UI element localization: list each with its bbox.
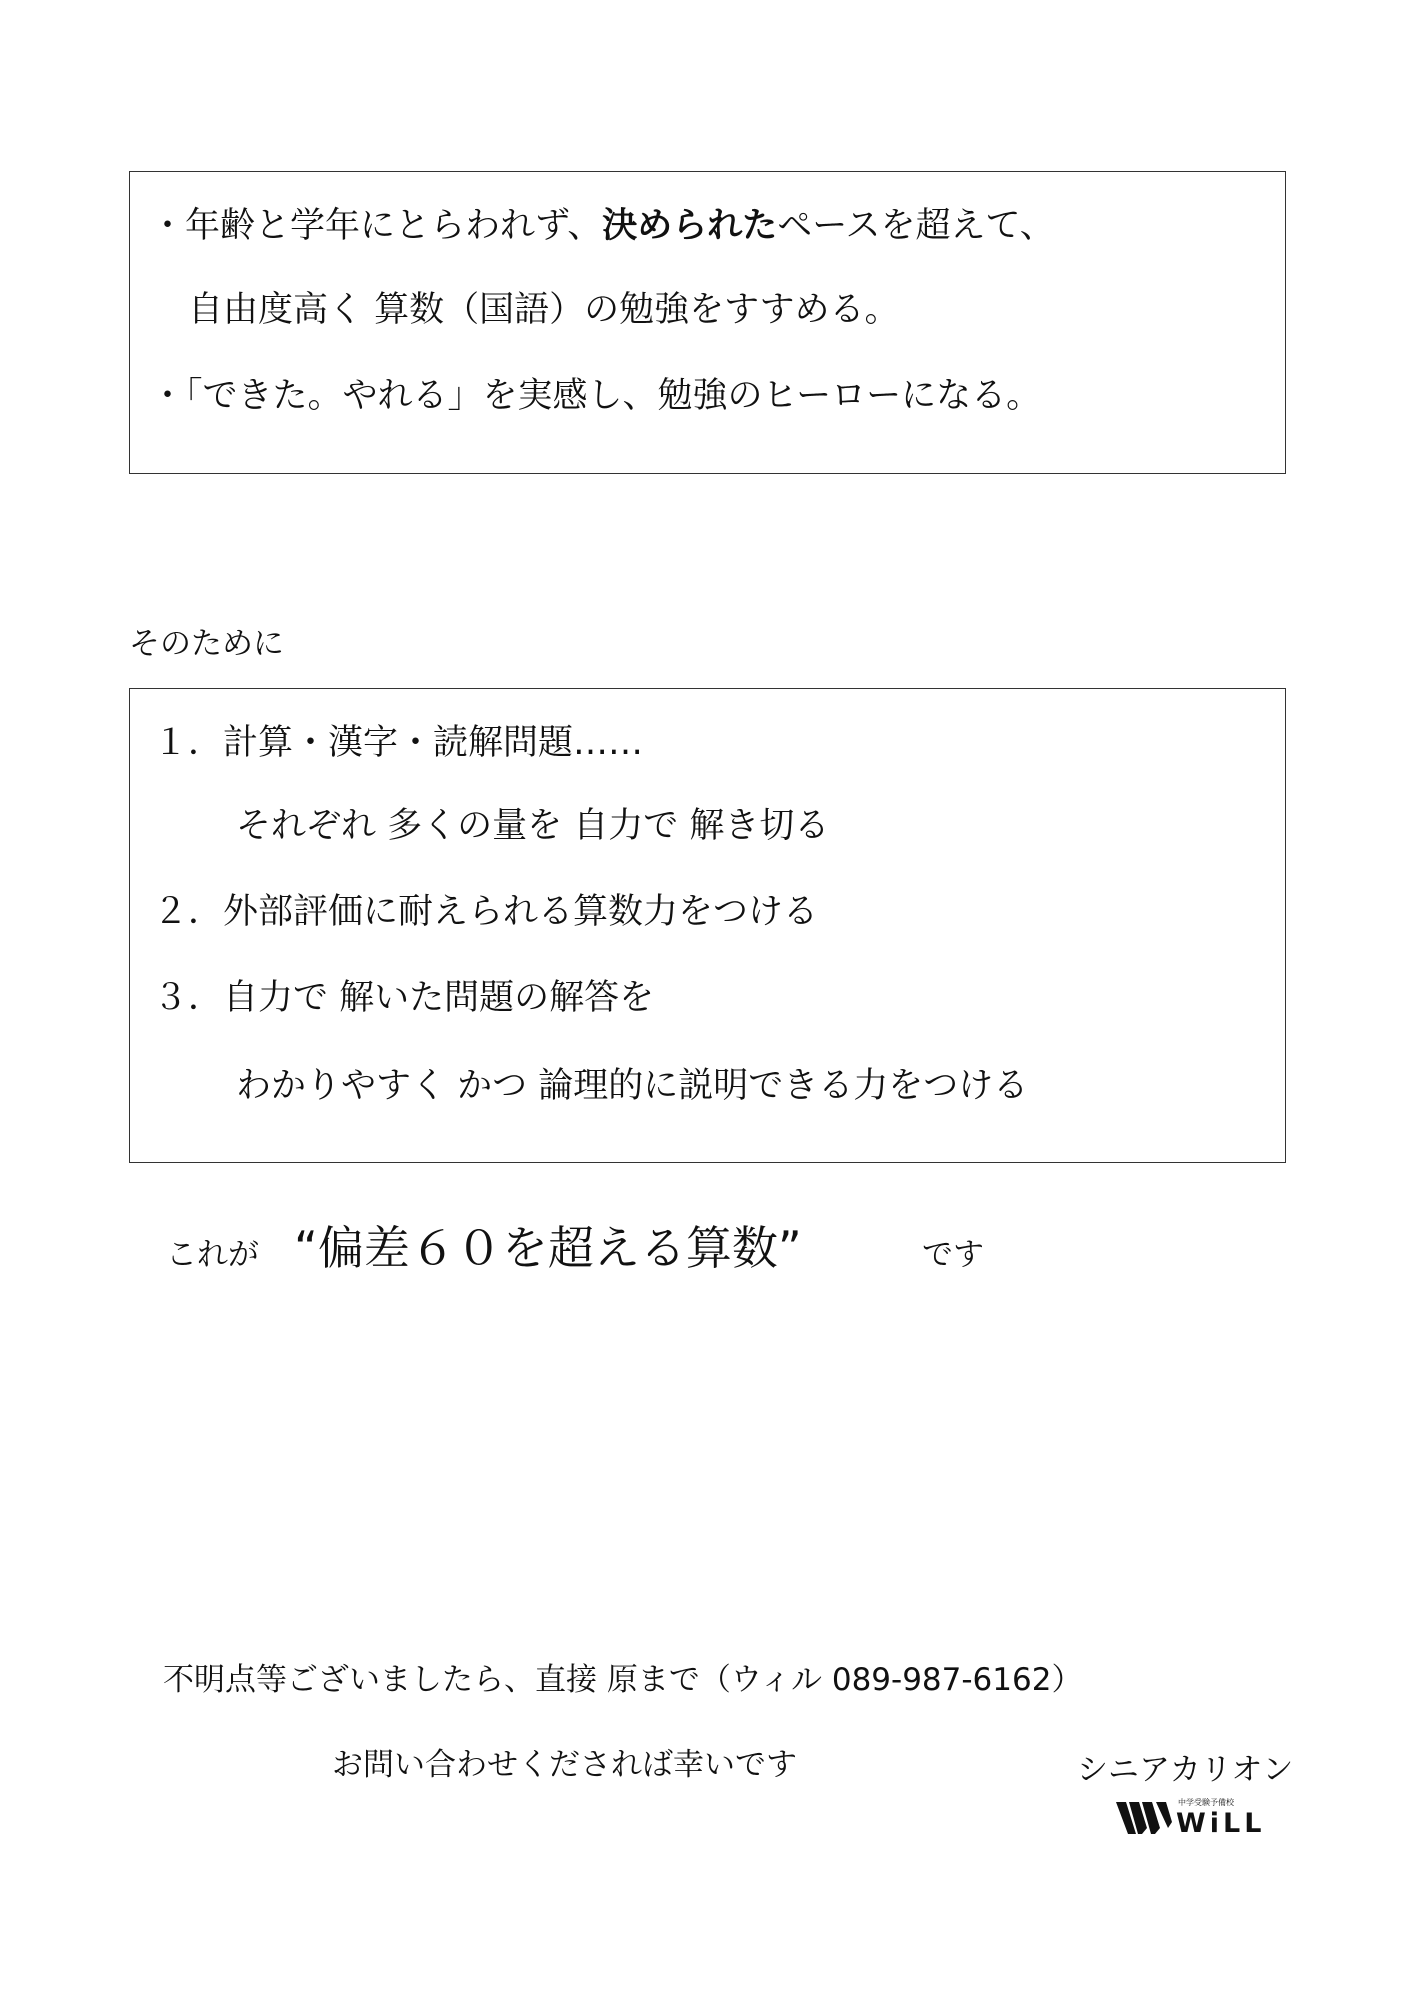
goal-line-1-after: ペースを超えて、 (777, 206, 1055, 246)
method-item-3-detail: わかりやすく かつ 論理的に説明できる力をつける (236, 1066, 1029, 1106)
goal-line-2: 自由度高く 算数（国語）の勉強をすすめる。 (188, 290, 900, 330)
logo-subtitle: 中学受験予備校 (1178, 1798, 1234, 1807)
method-item-2: ２．外部評価に耐えられる算数力をつける (153, 892, 819, 932)
headline-main: “偏差６０を超える算数” (294, 1221, 802, 1275)
method-item-1-detail: それぞれ 多くの量を 自力で 解き切る (236, 806, 830, 846)
contact-line-1: 不明点等ございましたら、直接 原まで（ウィル 089-987-6162） (163, 1662, 1083, 1698)
logo-wordmark: WiLL (1176, 1808, 1266, 1839)
will-logo-mark-icon (1116, 1798, 1172, 1838)
signature: シニアカリオン (1077, 1752, 1294, 1788)
method-item-3: ３．自力で 解いた問題の解答を (153, 978, 655, 1018)
for-that-label: そのために (129, 626, 284, 662)
will-logo (1116, 1798, 1282, 1838)
goal-line-1 (150, 203, 1055, 249)
headline-suffix: です (922, 1237, 984, 1273)
goal-line-1-before: ・年齢と学年にとらわれず、 (150, 206, 603, 246)
goal-line-1-bold: 決められた (602, 206, 778, 246)
method-item-1: １．計算・漢字・読解問題…… (153, 723, 644, 763)
contact-line-2: お問い合わせくだされば幸いです (332, 1747, 797, 1783)
goal-line-3: ・「できた。やれる」を実感し、勉強のヒーローになる。 (150, 376, 1042, 416)
headline-prefix: これが (166, 1237, 259, 1273)
